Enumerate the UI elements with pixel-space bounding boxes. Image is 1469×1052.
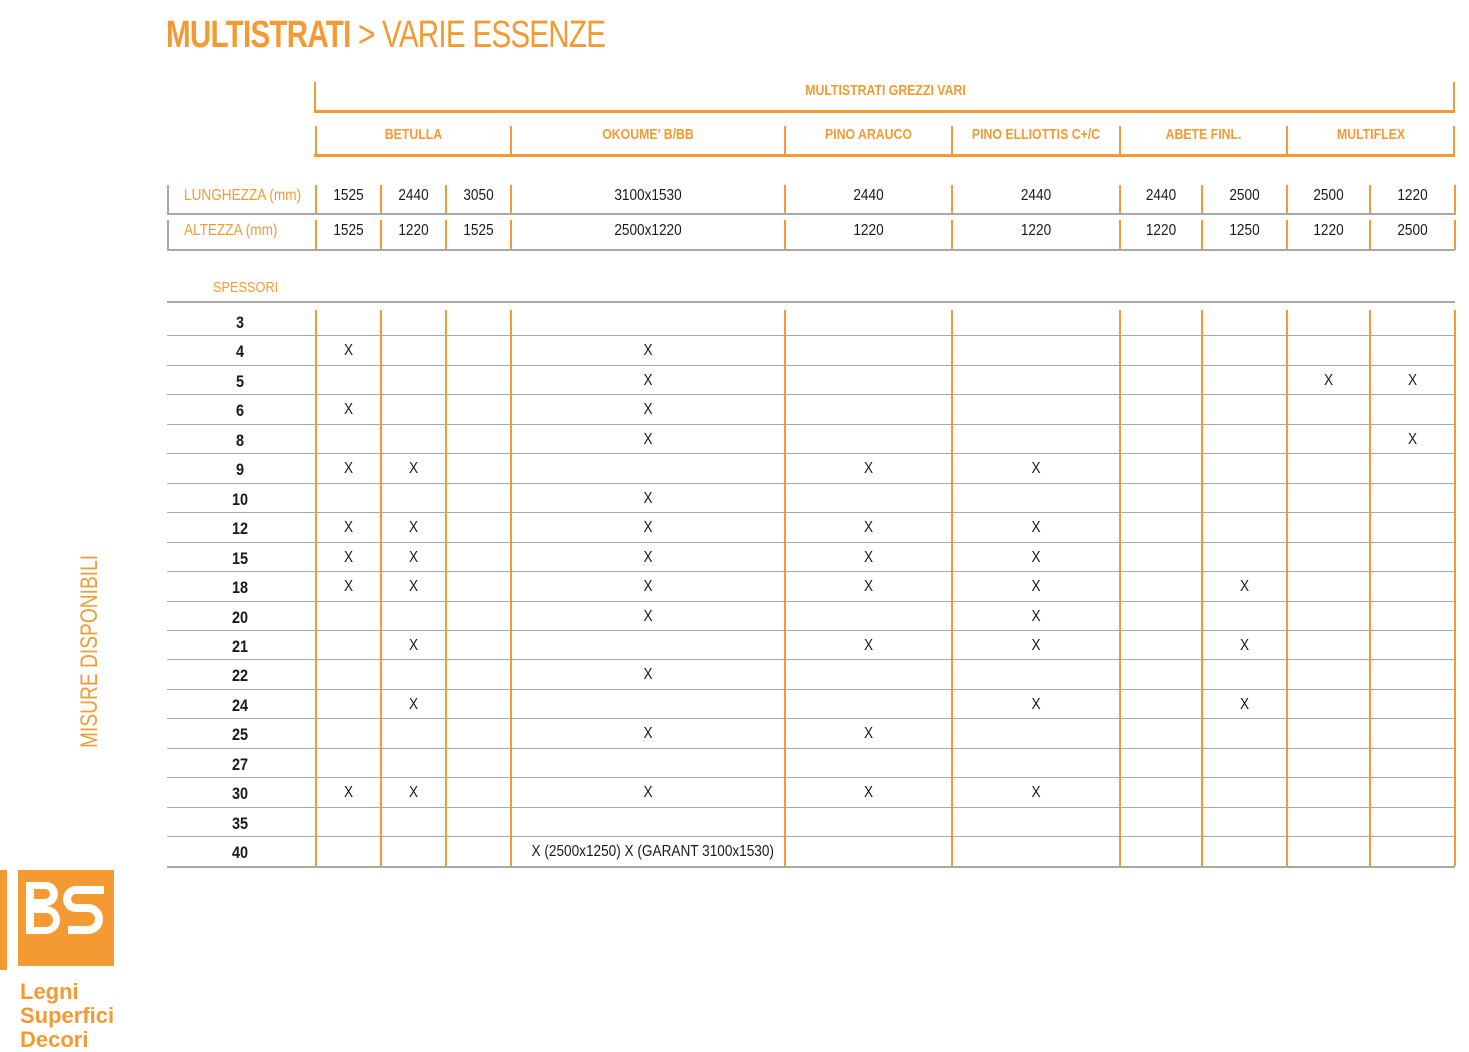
- dimension-value: 1525: [333, 222, 364, 239]
- species-divider: [951, 126, 953, 156]
- availability-cell: X: [1031, 784, 1041, 802]
- dimension-divider: [1201, 185, 1203, 215]
- row-rule: [167, 571, 1455, 572]
- grid-divider: [380, 310, 382, 866]
- availability-cell: X: [863, 519, 874, 537]
- dimension-divider: [510, 185, 512, 215]
- availability-cell: X: [1407, 430, 1418, 448]
- species-header: MULTIFLEX: [1336, 126, 1406, 143]
- species-underline: [314, 154, 1455, 157]
- dimension-divider: [445, 185, 447, 215]
- availability-cell: X: [643, 666, 653, 684]
- availability-cell: X: [408, 519, 419, 537]
- row-rule: [167, 777, 1455, 778]
- dimension-divider: [380, 185, 382, 215]
- grid-bottom-rule: [167, 866, 1455, 868]
- thickness-value: 10: [231, 489, 249, 509]
- row-rule: [167, 483, 1455, 484]
- availability-cell: X: [343, 519, 354, 537]
- grid-divider: [951, 310, 953, 866]
- species-header: BETULLA: [384, 126, 443, 143]
- row-rule: [167, 630, 1455, 631]
- dimension-value: 1220: [1020, 222, 1052, 239]
- dimension-label-height: ALTEZZA (mm): [184, 222, 278, 239]
- availability-cell: X: [863, 578, 874, 596]
- availability-cell: X: [1407, 371, 1418, 389]
- row-rule: [167, 542, 1455, 543]
- dimension-divider: [784, 185, 786, 215]
- grid-divider: [510, 310, 512, 866]
- availability-cell: X: [343, 578, 354, 596]
- availability-cell: X: [643, 430, 653, 448]
- dimension-value: 1220: [398, 222, 429, 239]
- availability-cell: X: [643, 401, 653, 419]
- thickness-value: 21: [231, 636, 249, 656]
- header-bracket-right: [1453, 82, 1455, 112]
- dimension-value: 2500: [1229, 187, 1260, 204]
- row-rule: [167, 424, 1455, 425]
- dimension-value: 1220: [1313, 222, 1344, 239]
- grid-divider: [1286, 310, 1288, 866]
- row-rule: [167, 659, 1455, 660]
- availability-cell: X: [408, 695, 419, 713]
- availability-cell: X: [1031, 607, 1041, 625]
- dimension-divider: [951, 220, 953, 250]
- logo-text: Legni Superfici Decori: [20, 979, 115, 1052]
- row-rule: [167, 335, 1455, 336]
- grid-divider: [1201, 310, 1203, 866]
- dimension-divider: [1369, 185, 1371, 215]
- row-rule: [167, 807, 1455, 808]
- dimension-value: 1525: [333, 187, 364, 204]
- species-divider: [1453, 126, 1455, 156]
- availability-cell: X: [1031, 578, 1041, 596]
- dimension-divider: [445, 220, 447, 250]
- dimension-divider: [1119, 220, 1121, 250]
- availability-cell: X: [1031, 460, 1041, 478]
- availability-cell: X: [643, 548, 653, 566]
- availability-cell: X: [643, 371, 653, 389]
- availability-cell: X: [643, 578, 653, 596]
- thickness-value: 15: [231, 548, 249, 568]
- thickness-value: 30: [231, 784, 249, 804]
- dimension-divider: [1454, 185, 1456, 215]
- dimension-divider: [380, 220, 382, 250]
- availability-cell: X: [863, 636, 874, 654]
- species-header: ABETE FINL.: [1165, 126, 1242, 143]
- thickness-value: 20: [231, 607, 249, 627]
- species-divider: [784, 126, 786, 156]
- dimension-divider: [1286, 220, 1288, 250]
- grid-divider: [445, 310, 447, 866]
- thickness-label: SPESSORI: [213, 279, 279, 296]
- species-divider: [315, 126, 317, 156]
- dimension-value: 1250: [1229, 222, 1260, 239]
- dimension-value: 2440: [1020, 187, 1052, 204]
- thickness-value: 40: [231, 843, 249, 863]
- availability-cell: X: [1031, 519, 1041, 537]
- availability-cell: X: [1239, 695, 1250, 713]
- grid-divider: [1454, 310, 1456, 866]
- thickness-value: 8: [235, 430, 245, 450]
- dimension-divider: [315, 185, 317, 215]
- dimension-value: 1525: [463, 222, 494, 239]
- dimension-divider: [1119, 185, 1121, 215]
- availability-cell: X: [863, 725, 874, 743]
- dimension-value: 2500x1220: [614, 222, 682, 239]
- availability-cell: X: [643, 607, 653, 625]
- availability-cell: X: [863, 548, 874, 566]
- header-underline: [314, 110, 1455, 113]
- availability-cell: X: [1031, 548, 1041, 566]
- row-rule: [167, 512, 1455, 513]
- thickness-value: 4: [235, 342, 245, 362]
- dimension-bottom-rule: [167, 249, 1455, 251]
- availability-cell: X: [643, 725, 653, 743]
- availability-cell: X: [1031, 636, 1041, 654]
- row-rule: [167, 453, 1455, 454]
- company-logo: [0, 870, 140, 1052]
- page-title: MULTISTRATI > VARIE ESSENZE: [166, 14, 606, 56]
- row-rule: [167, 718, 1455, 719]
- dimension-value: 1220: [1397, 187, 1428, 204]
- species-divider: [1286, 126, 1288, 156]
- dimension-divider: [1201, 220, 1203, 250]
- availability-cell: X: [863, 460, 874, 478]
- thickness-value: 5: [235, 371, 245, 391]
- thickness-value: 18: [231, 578, 249, 598]
- dimension-left-rule: [167, 220, 169, 250]
- logo-mark-icon: [0, 870, 140, 970]
- availability-cell: X (2500x1250) X (GARANT 3100x1530): [531, 843, 774, 861]
- dimension-divider: [951, 185, 953, 215]
- dimension-label-length: LUNGHEZZA (mm): [184, 187, 302, 204]
- availability-cell: X: [863, 784, 874, 802]
- availability-cell: X: [343, 401, 354, 419]
- thickness-value: 3: [235, 313, 245, 332]
- side-label: MISURE DISPONIBILI: [76, 554, 103, 748]
- dimension-divider: [784, 220, 786, 250]
- thickness-value: 22: [231, 666, 249, 686]
- species-divider: [1119, 126, 1121, 156]
- availability-cell: X: [343, 548, 354, 566]
- availability-cell: X: [343, 460, 354, 478]
- species-header: PINO ARAUCO: [824, 126, 913, 143]
- grid-divider: [1119, 310, 1121, 866]
- availability-cell: X: [408, 784, 419, 802]
- thickness-value: 27: [231, 754, 249, 774]
- dimension-value: 2440: [853, 187, 884, 204]
- availability-cell: X: [643, 342, 653, 360]
- thickness-value: 25: [231, 725, 249, 745]
- species-header: OKOUME’ B/BB: [602, 126, 694, 143]
- grid-divider: [315, 310, 317, 866]
- dimension-value: 3050: [463, 187, 494, 204]
- availability-cell: X: [643, 784, 653, 802]
- availability-cell: X: [1239, 636, 1250, 654]
- dimension-value: 3100x1530: [614, 187, 682, 204]
- availability-cell: X: [343, 784, 354, 802]
- row-rule: [167, 836, 1455, 837]
- group-header: MULTISTRATI GREZZI VARI: [805, 82, 966, 99]
- availability-cell: X: [643, 519, 653, 537]
- row-rule: [167, 689, 1455, 690]
- row-rule: [167, 365, 1455, 366]
- availability-cell: X: [1323, 371, 1334, 389]
- dimension-divider: [510, 220, 512, 250]
- thickness-top-rule: [167, 301, 1455, 303]
- dimension-value: 2440: [398, 187, 429, 204]
- row-rule: [167, 748, 1455, 749]
- row-rule: [167, 394, 1455, 395]
- dimension-value: 1220: [853, 222, 884, 239]
- dimension-value: 2440: [1145, 187, 1177, 204]
- row-rule: [167, 601, 1455, 602]
- thickness-value: 12: [231, 519, 249, 539]
- species-divider: [510, 126, 512, 156]
- species-header: PINO ELLIOTTIS C+/C: [971, 126, 1101, 143]
- dimension-value: 1220: [1145, 222, 1177, 239]
- availability-cell: X: [343, 342, 354, 360]
- grid-divider: [1369, 310, 1371, 866]
- dimension-mid-rule: [167, 213, 1455, 215]
- availability-cell: X: [643, 489, 653, 507]
- dimension-left-rule: [167, 185, 169, 215]
- thickness-value: 9: [235, 460, 245, 480]
- dimension-divider: [1369, 220, 1371, 250]
- availability-cell: X: [408, 548, 419, 566]
- availability-cell: X: [408, 636, 419, 654]
- availability-cell: X: [1239, 578, 1250, 596]
- grid-divider: [784, 310, 786, 866]
- thickness-value: 6: [235, 401, 245, 421]
- availability-cell: X: [408, 460, 419, 478]
- dimension-value: 2500: [1397, 222, 1428, 239]
- dimension-divider: [1454, 220, 1456, 250]
- availability-cell: X: [1031, 695, 1041, 713]
- dimension-divider: [315, 220, 317, 250]
- dimension-value: 2500: [1313, 187, 1344, 204]
- dimension-divider: [1286, 185, 1288, 215]
- thickness-value: 24: [231, 695, 249, 715]
- availability-cell: X: [408, 578, 419, 596]
- thickness-value: 35: [231, 813, 249, 833]
- header-bracket-left: [314, 82, 316, 112]
